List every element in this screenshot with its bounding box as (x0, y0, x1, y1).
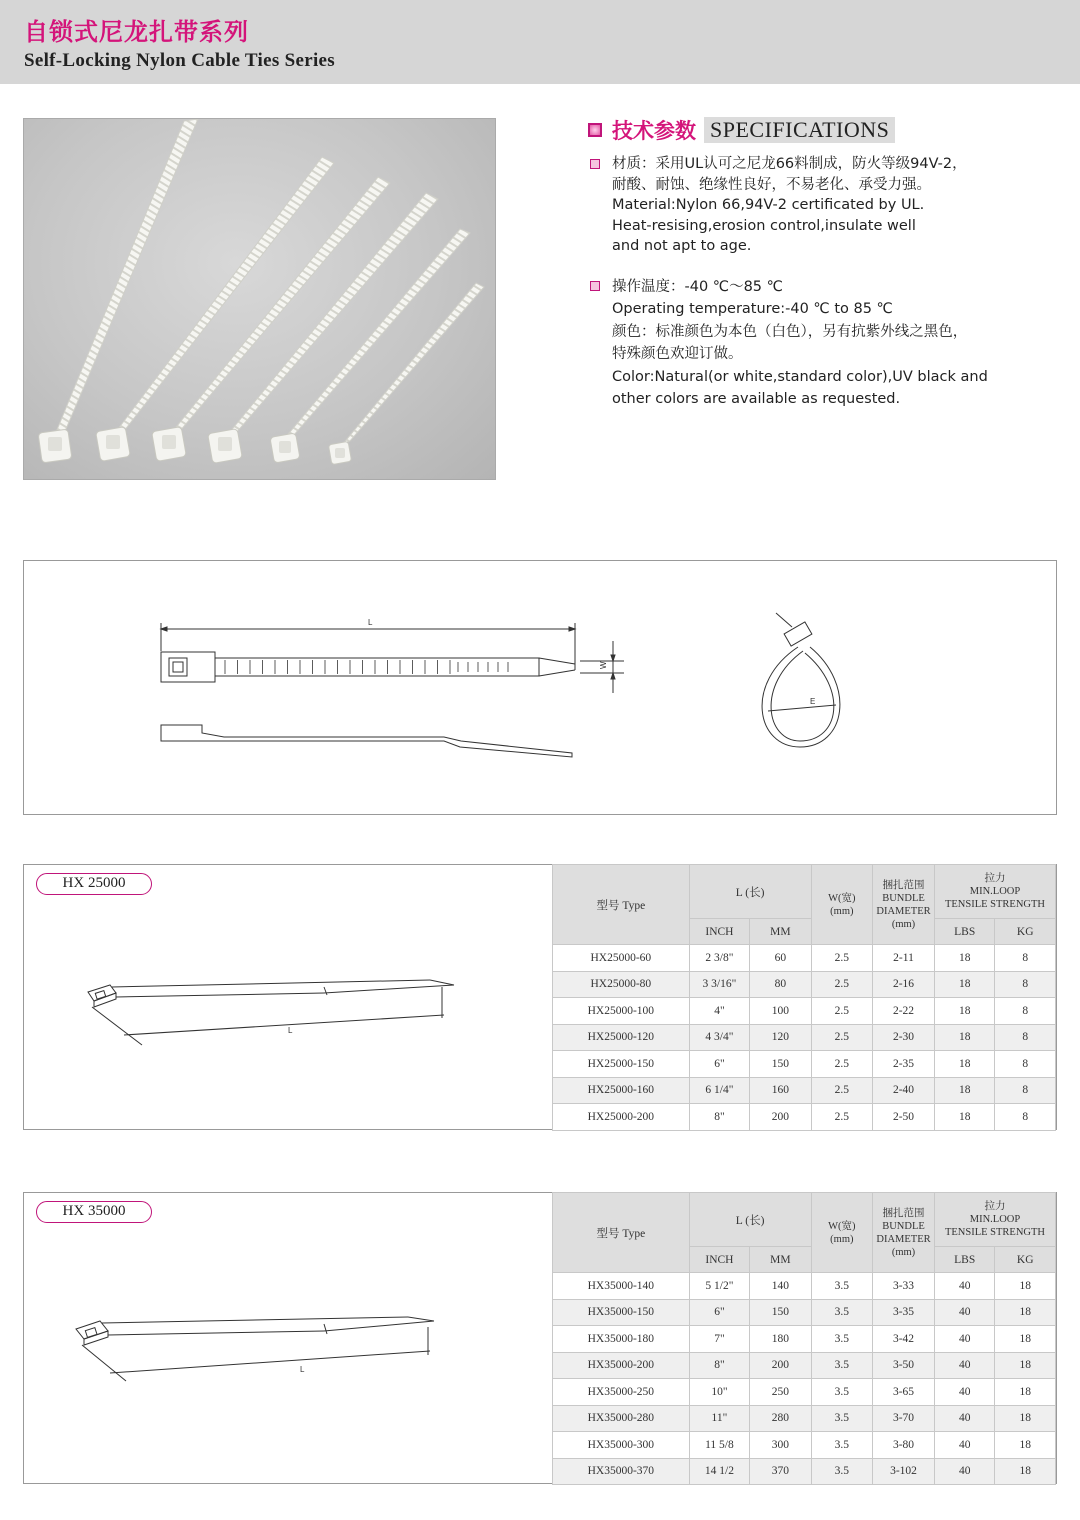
cell-w: 3.5 (811, 1379, 872, 1406)
cell-inch: 6" (689, 1051, 750, 1078)
spec-table-hx35000 (552, 1192, 1056, 1485)
cell-inch: 3 3/16" (689, 971, 750, 998)
cell-inch: 8" (689, 1104, 750, 1131)
cell-mm: 200 (750, 1352, 811, 1379)
cell-type: HX35000-300 (553, 1432, 690, 1459)
series-panel-hx35000 (23, 1192, 1057, 1484)
header-tensile-line: MIN.LOOP (969, 1214, 1021, 1225)
header-tensile-line: 拉力 (984, 1201, 1006, 1212)
dimension-label-e: E (810, 697, 816, 706)
header-width-unit: (mm) (830, 1233, 854, 1245)
tie-sketch (24, 1193, 544, 1485)
cell-lbs: 40 (934, 1432, 995, 1459)
header-tensile (934, 865, 1055, 919)
cell-bundle: 2-35 (873, 1051, 935, 1078)
cell-mm: 280 (750, 1405, 811, 1432)
cell-lbs: 18 (934, 945, 995, 972)
header-inch: INCH (689, 1247, 750, 1273)
header-kg: KG (995, 919, 1056, 945)
spec-heading-cn: 技术参数 (612, 119, 696, 143)
cell-kg: 18 (995, 1405, 1056, 1432)
cell-type: HX25000-100 (553, 998, 690, 1025)
cell-type: HX25000-120 (553, 1024, 690, 1051)
header-type: 型号 Type (553, 865, 690, 945)
cell-bundle: 3-80 (873, 1432, 935, 1459)
header-band (0, 0, 1080, 84)
cell-type: HX25000-60 (553, 945, 690, 972)
header-bundle-line: DIAMETER (876, 905, 931, 917)
cell-inch: 6" (689, 1299, 750, 1326)
cell-inch: 14 1/2 (689, 1458, 750, 1485)
cell-lbs: 18 (934, 1104, 995, 1131)
sketch-label-l: L (288, 1026, 293, 1035)
cell-bundle: 2-40 (873, 1077, 935, 1104)
table-row (553, 1405, 1056, 1432)
cell-kg: 18 (995, 1458, 1056, 1485)
series-tag: HX 25000 (36, 873, 152, 895)
cell-mm: 100 (750, 998, 811, 1025)
sketch-label-l: L (300, 1365, 305, 1374)
table-row (553, 1458, 1056, 1485)
header-bundle-line: BUNDLE (882, 1220, 925, 1232)
cell-kg: 18 (995, 1352, 1056, 1379)
cell-lbs: 40 (934, 1379, 995, 1406)
cell-type: HX25000-150 (553, 1051, 690, 1078)
spec-line: 操作温度：-40 ℃～85 ℃ (612, 279, 783, 295)
cell-mm: 250 (750, 1379, 811, 1406)
bullet-icon (590, 159, 600, 169)
header-width (811, 1193, 872, 1273)
header-bundle-line: (mm) (891, 918, 916, 930)
spec-line: other colors are available as requested. (612, 391, 901, 408)
header-length: L (长) (689, 865, 811, 919)
cell-type: HX25000-80 (553, 971, 690, 998)
bullet-icon (590, 281, 600, 291)
header-width-cn: W(宽) (828, 1220, 856, 1232)
tie-4 (208, 193, 438, 463)
cell-mm: 80 (750, 971, 811, 998)
cell-bundle: 3-33 (873, 1273, 935, 1300)
cell-w: 3.5 (811, 1432, 872, 1459)
cell-kg: 18 (995, 1299, 1056, 1326)
specifications-heading (588, 116, 895, 144)
table-row (553, 1273, 1056, 1300)
cell-kg: 8 (995, 1104, 1056, 1131)
spec-line: 颜色：标准颜色为本色（白色），另有抗紫外线之黑色， (612, 323, 968, 340)
cell-w: 2.5 (811, 1024, 872, 1051)
table-row (553, 1104, 1056, 1131)
cell-type: HX35000-280 (553, 1405, 690, 1432)
cell-inch: 10" (689, 1379, 750, 1406)
cell-lbs: 18 (934, 1024, 995, 1051)
table-row (553, 1051, 1056, 1078)
header-width-unit: (mm) (830, 905, 854, 917)
header-bundle-line: 捆扎范围 (882, 1207, 925, 1219)
heading-bullet-icon (588, 123, 602, 137)
cell-bundle: 3-50 (873, 1352, 935, 1379)
cell-bundle: 3-35 (873, 1299, 935, 1326)
cell-inch: 6 1/4" (689, 1077, 750, 1104)
cell-type: HX35000-180 (553, 1326, 690, 1353)
dimension-label-w: W (599, 661, 608, 669)
cell-mm: 150 (750, 1299, 811, 1326)
cell-bundle: 3-70 (873, 1405, 935, 1432)
cell-inch: 8" (689, 1352, 750, 1379)
header-tensile-line: TENSILE STRENGTH (944, 1227, 1045, 1238)
cell-mm: 60 (750, 945, 811, 972)
cell-lbs: 18 (934, 1077, 995, 1104)
cell-mm: 150 (750, 1051, 811, 1078)
cell-kg: 18 (995, 1326, 1056, 1353)
cell-w: 3.5 (811, 1458, 872, 1485)
cell-lbs: 40 (934, 1458, 995, 1485)
spec-line: Material:Nylon 66,94V-2 certificated by UL. (612, 197, 925, 214)
cell-bundle: 2-22 (873, 998, 935, 1025)
cell-inch: 11 5/8 (689, 1432, 750, 1459)
cell-type: HX35000-150 (553, 1299, 690, 1326)
table-row (553, 1432, 1056, 1459)
header-mm: MM (750, 1247, 811, 1273)
cell-inch: 4" (689, 998, 750, 1025)
cell-mm: 200 (750, 1104, 811, 1131)
cell-inch: 7" (689, 1326, 750, 1353)
cell-mm: 140 (750, 1273, 811, 1300)
header-width (811, 865, 872, 945)
cell-kg: 18 (995, 1432, 1056, 1459)
cell-w: 2.5 (811, 1104, 872, 1131)
cell-kg: 18 (995, 1379, 1056, 1406)
cell-type: HX25000-200 (553, 1104, 690, 1131)
header-tensile-line: TENSILE STRENGTH (944, 899, 1045, 910)
cell-w: 2.5 (811, 998, 872, 1025)
spec-heading-en: SPECIFICATIONS (704, 117, 895, 143)
cell-inch: 4 3/4" (689, 1024, 750, 1051)
cell-lbs: 40 (934, 1299, 995, 1326)
table-row (553, 1352, 1056, 1379)
cell-kg: 8 (995, 998, 1056, 1025)
header-bundle-line: DIAMETER (876, 1233, 931, 1245)
cell-lbs: 18 (934, 998, 995, 1025)
page-title-en: Self-Locking Nylon Cable Ties Series (24, 50, 335, 71)
table-row (553, 1379, 1056, 1406)
table-row (553, 998, 1056, 1025)
header-width-cn: W(宽) (828, 892, 856, 904)
cell-w: 3.5 (811, 1299, 872, 1326)
header-tensile-line: MIN.LOOP (969, 886, 1021, 897)
header-bundle (873, 865, 935, 945)
cell-w: 3.5 (811, 1273, 872, 1300)
cell-w: 2.5 (811, 1051, 872, 1078)
cell-mm: 160 (750, 1077, 811, 1104)
header-bundle-line: (mm) (891, 1246, 916, 1258)
cell-lbs: 18 (934, 971, 995, 998)
cell-w: 2.5 (811, 1077, 872, 1104)
spec-temperature-color (590, 276, 988, 410)
cell-lbs: 18 (934, 1051, 995, 1078)
header-inch: INCH (689, 919, 750, 945)
cell-lbs: 40 (934, 1326, 995, 1353)
header-tensile (934, 1193, 1055, 1247)
header-mm: MM (750, 919, 811, 945)
header-length: L (长) (689, 1193, 811, 1247)
series-panel-hx25000 (23, 864, 1057, 1130)
cell-bundle: 2-30 (873, 1024, 935, 1051)
table-row (553, 1077, 1056, 1104)
technical-diagram (23, 560, 1057, 815)
cell-type: HX35000-250 (553, 1379, 690, 1406)
cable-ties-illustration (24, 119, 496, 480)
header-lbs: LBS (934, 919, 995, 945)
table-row (553, 945, 1056, 972)
cell-mm: 180 (750, 1326, 811, 1353)
cell-type: HX35000-370 (553, 1458, 690, 1485)
cell-mm: 370 (750, 1458, 811, 1485)
spec-line: 耐酸、耐蚀、绝缘性良好，不易老化、承受力强。 (612, 176, 931, 193)
table-row (553, 1024, 1056, 1051)
cell-kg: 8 (995, 1077, 1056, 1104)
cell-type: HX25000-160 (553, 1077, 690, 1104)
cell-kg: 8 (995, 1024, 1056, 1051)
spec-material (590, 154, 967, 257)
header-type: 型号 Type (553, 1193, 690, 1273)
spec-line: Operating temperature:-40 ℃ to 85 ℃ (612, 301, 893, 318)
cell-bundle: 3-42 (873, 1326, 935, 1353)
cell-lbs: 40 (934, 1405, 995, 1432)
cell-lbs: 40 (934, 1352, 995, 1379)
cell-w: 3.5 (811, 1326, 872, 1353)
spec-line: Color:Natural(or white,standard color),UV black and (612, 368, 988, 385)
tie-2 (96, 157, 334, 461)
dimension-label-l: L (368, 618, 373, 627)
cell-inch: 2 3/8" (689, 945, 750, 972)
cell-type: HX35000-200 (553, 1352, 690, 1379)
table-row (553, 1326, 1056, 1353)
cell-w: 2.5 (811, 971, 872, 998)
cell-bundle: 2-16 (873, 971, 935, 998)
header-bundle-line: 捆扎范围 (882, 879, 925, 891)
cell-lbs: 40 (934, 1273, 995, 1300)
cell-kg: 8 (995, 1051, 1056, 1078)
cable-tie-drawing (24, 561, 1058, 816)
header-kg: KG (995, 1247, 1056, 1273)
cell-mm: 300 (750, 1432, 811, 1459)
cell-kg: 18 (995, 1273, 1056, 1300)
cell-w: 3.5 (811, 1352, 872, 1379)
spec-line: Heat-resising,erosion control,insulate well (612, 217, 916, 234)
cell-type: HX35000-140 (553, 1273, 690, 1300)
spec-table-hx25000 (552, 864, 1056, 1131)
header-bundle (873, 1193, 935, 1273)
cell-bundle: 3-65 (873, 1379, 935, 1406)
tie-6 (328, 283, 484, 465)
cell-bundle: 3-102 (873, 1458, 935, 1485)
header-bundle-line: BUNDLE (882, 892, 925, 904)
tie-1 (38, 119, 198, 463)
header-lbs: LBS (934, 1247, 995, 1273)
spec-line: 材质：采用UL认可之尼龙66料制成，防火等级94V-2， (612, 156, 967, 172)
series-tag: HX 35000 (36, 1201, 152, 1223)
tie-sketch (24, 865, 544, 1131)
cell-kg: 8 (995, 945, 1056, 972)
cell-w: 3.5 (811, 1405, 872, 1432)
header-tensile-line: 拉力 (984, 873, 1006, 884)
cell-bundle: 2-50 (873, 1104, 935, 1131)
cell-inch: 5 1/2" (689, 1273, 750, 1300)
cell-kg: 8 (995, 971, 1056, 998)
cell-bundle: 2-11 (873, 945, 935, 972)
product-photo (23, 118, 496, 480)
spec-line: 特殊颜色欢迎订做。 (612, 346, 743, 363)
cell-mm: 120 (750, 1024, 811, 1051)
spec-line: and not apt to age. (612, 238, 752, 255)
tie-3 (152, 177, 390, 461)
table-row (553, 1299, 1056, 1326)
cell-w: 2.5 (811, 945, 872, 972)
page-title-cn: 自锁式尼龙扎带系列 (24, 18, 249, 46)
table-row (553, 971, 1056, 998)
cell-inch: 11" (689, 1405, 750, 1432)
